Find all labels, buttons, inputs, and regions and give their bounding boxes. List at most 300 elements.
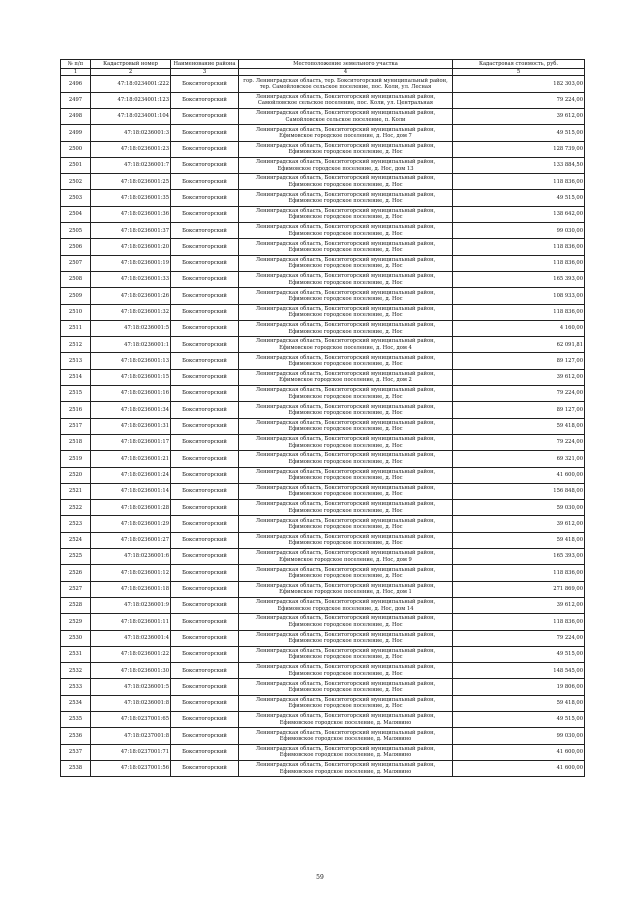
district-name-text: Бокситогорский <box>182 260 227 267</box>
cadastral-value-text: 41 600,00 <box>556 765 583 772</box>
row-number <box>61 630 91 646</box>
cadastral-value-text: 89 127,00 <box>556 406 583 413</box>
location <box>239 125 453 141</box>
district-name-text: Бокситогорский <box>182 618 227 625</box>
cadastral-value-text: 59 418,00 <box>556 537 583 544</box>
cadastral-number <box>91 353 171 369</box>
cadastral-value <box>453 190 585 206</box>
cadastral-value <box>453 581 585 597</box>
row-number <box>61 76 91 92</box>
cadastral-number-text: 47:18:0236001:20 <box>120 243 169 250</box>
location <box>239 239 453 255</box>
cadastral-number <box>91 288 171 304</box>
location-line-1: Ленинградская область, Бокситогорский муниципальный район, <box>255 582 436 589</box>
index-cell: 1 <box>61 69 91 76</box>
table-index-row <box>61 69 585 76</box>
cadastral-number <box>91 76 171 92</box>
district-name <box>171 581 239 597</box>
row-number <box>61 255 91 271</box>
row-number-text: 2500 <box>68 146 83 153</box>
cadastral-value <box>453 320 585 336</box>
district-name-text: Бокситогорский <box>182 129 227 136</box>
location-line-2: Ефимовское городское поселение, д. Нос, дом 7 <box>279 132 412 139</box>
cadastral-number <box>91 646 171 662</box>
district-name <box>171 255 239 271</box>
district-name-text: Бокситогорский <box>182 113 227 120</box>
location-line-1: Ленинградская область, Бокситогорский муниципальный район, <box>255 648 436 655</box>
district-name-text: Бокситогорский <box>182 309 227 315</box>
cadastral-number-text: 47:18:0234001:104 <box>117 113 169 120</box>
district-name <box>171 157 239 173</box>
cadastral-number <box>91 434 171 450</box>
table-row <box>61 271 585 287</box>
row-number <box>61 760 91 776</box>
table-row <box>61 320 585 336</box>
location <box>239 467 453 483</box>
district-name <box>171 434 239 450</box>
row-number <box>61 239 91 255</box>
cadastral-value <box>453 695 585 711</box>
cadastral-value-text: 133 884,50 <box>553 162 583 169</box>
cadastral-number <box>91 239 171 255</box>
cadastral-value-text: 118 836,00 <box>553 618 583 625</box>
location-line-2: Ефимовское городское поселение, д. Нос <box>288 475 403 482</box>
row-number-text: 2502 <box>68 178 83 185</box>
location-line-2: Ефимовское городское поселение, д. Малявино <box>279 735 412 742</box>
cadastral-value-text: 59 418,00 <box>556 700 583 707</box>
table-body <box>61 76 585 777</box>
location-line-2: Самойловское сельское поселение, п. Коли <box>285 116 406 123</box>
cadastral-number-text: 47:18:0237001:65 <box>120 716 169 723</box>
location-line-2: Самойловское сельское поселение, пос. Коли, ул. Центральная <box>257 100 434 107</box>
location-line-2: Ефимовское городское поселение, д. Нос <box>288 409 403 416</box>
row-number <box>61 695 91 711</box>
cadastral-number-text: 47:18:0236001:3 <box>124 129 169 136</box>
cadastral-number-text: 47:18:0236001:7 <box>124 162 169 169</box>
cadastral-number <box>91 109 171 125</box>
location <box>239 483 453 499</box>
district-name <box>171 663 239 679</box>
table-row <box>61 695 585 711</box>
row-number <box>61 337 91 353</box>
table-row <box>61 500 585 516</box>
row-number-text: 2526 <box>68 569 83 576</box>
district-name <box>171 565 239 581</box>
header-district: Наименование района <box>171 60 239 69</box>
location-line-2: Ефимовское городское поселение, д. Нос <box>288 279 403 286</box>
district-name <box>171 744 239 760</box>
location-line-2: Ефимовское городское поселение, д. Нос, дом 9 <box>279 556 412 563</box>
row-number-text: 2508 <box>68 276 83 283</box>
cadastral-value-text: 118 836,00 <box>553 243 583 250</box>
district-name <box>171 304 239 320</box>
row-number <box>61 206 91 222</box>
table-row <box>61 92 585 108</box>
row-number <box>61 353 91 369</box>
location <box>239 532 453 548</box>
location <box>239 760 453 776</box>
cadastral-value <box>453 614 585 630</box>
cadastral-number <box>91 483 171 499</box>
location <box>239 663 453 679</box>
location-line-2: Ефимовское городское поселение, д. Нос <box>288 263 403 270</box>
district-name-text: Бокситогорский <box>182 243 227 250</box>
district-name-text: Бокситогорский <box>182 765 227 772</box>
cadastral-value <box>453 467 585 483</box>
table-row <box>61 516 585 532</box>
table-row <box>61 728 585 744</box>
cadastral-value <box>453 76 585 92</box>
page-number: 59 <box>316 874 324 881</box>
location-line-1: Ленинградская область, Бокситогорский муниципальный район, <box>255 696 436 703</box>
cadastral-number <box>91 320 171 336</box>
row-number-text: 2501 <box>68 162 83 169</box>
row-number-text: 2533 <box>68 683 83 690</box>
cadastral-number-text: 47:18:0236001:13 <box>120 357 169 364</box>
cadastral-value-text: 39 612,00 <box>556 602 583 609</box>
district-name <box>171 695 239 711</box>
table-row <box>61 206 585 222</box>
cadastral-value <box>453 92 585 108</box>
cadastral-value <box>453 223 585 239</box>
location-line-2: Ефимовское городское поселение, д. Малявино <box>279 752 412 759</box>
location-line-1: Ленинградская область, Бокситогорский муниципальный район, <box>255 224 436 231</box>
cadastral-value-text: 99 030,00 <box>556 227 583 234</box>
location-line-1: Ленинградская область, Бокситогорский муниципальный район, <box>255 142 436 149</box>
district-name-text: Бокситогорский <box>182 423 227 430</box>
row-number-text: 2504 <box>68 211 83 218</box>
location-line-2: Ефимовское городское поселение, д. Малявино <box>279 719 412 726</box>
cadastral-number-text: 47:18:0236001:29 <box>120 520 169 527</box>
cadastral-number-text: 47:18:0236001:36 <box>120 211 169 218</box>
cadastral-number-text: 47:18:0236001:8 <box>124 700 169 707</box>
cadastral-number-text: 47:18:0236001:16 <box>120 390 169 397</box>
row-number-text: 2517 <box>68 423 83 430</box>
district-name <box>171 467 239 483</box>
cadastral-value <box>453 434 585 450</box>
cadastral-number <box>91 304 171 320</box>
cadastral-number-text: 47:18:0236001:6 <box>124 553 169 560</box>
cadastral-number-text: 47:18:0236001:26 <box>120 292 169 299</box>
table-row <box>61 597 585 613</box>
cadastral-number-text: 47:18:0236001:23 <box>120 146 169 153</box>
cadastral-value <box>453 679 585 695</box>
cadastral-value <box>453 402 585 418</box>
location-line-1: Ленинградская область, Бокситогорский муниципальный район, <box>255 387 436 394</box>
row-number <box>61 141 91 157</box>
location-line-2: Ефимовское городское поселение, д. Нос <box>288 687 403 694</box>
table-row <box>61 630 585 646</box>
table-row <box>61 157 585 173</box>
cadastral-number-text: 47:18:0236001:19 <box>120 260 169 267</box>
location-line-1: Ленинградская область, Бокситогорский муниципальный район, <box>255 762 436 769</box>
location-line-1: Ленинградская область, Бокситогорский муниципальный район, <box>255 452 436 459</box>
cadastral-number-text: 47:18:0237001:56 <box>120 765 169 772</box>
cadastral-number-text: 47:18:0236001:27 <box>120 537 169 544</box>
cadastral-number-text: 47:18:0237001:71 <box>120 749 169 756</box>
cadastral-number-text: 47:18:0236001:35 <box>120 194 169 201</box>
table-row <box>61 663 585 679</box>
header-cadastral-number: Кадастровый номер <box>91 60 171 69</box>
row-number-text: 2523 <box>68 520 83 527</box>
table-row <box>61 434 585 450</box>
table-row <box>61 353 585 369</box>
district-name-text: Бокситогорский <box>182 634 227 641</box>
header-number: № п/п <box>61 60 91 69</box>
cadastral-value <box>453 728 585 744</box>
location-line-2: Ефимовское городское поселение, д. Нос, дом 13 <box>277 165 414 172</box>
cadastral-value-text: 165 393,00 <box>553 553 583 560</box>
location <box>239 451 453 467</box>
index-cell: 3 <box>171 69 239 76</box>
district-name <box>171 646 239 662</box>
row-number <box>61 500 91 516</box>
location-line-2: Ефимовское городское поселение, д. Нос <box>288 507 403 514</box>
row-number <box>61 92 91 108</box>
cadastral-value <box>453 760 585 776</box>
district-name-text: Бокситогорский <box>182 325 227 332</box>
row-number <box>61 402 91 418</box>
row-number-text: 2534 <box>68 700 83 707</box>
cadastral-number <box>91 663 171 679</box>
location-line-2: Ефимовское городское поселение, д. Нос <box>288 638 403 645</box>
row-number-text: 2509 <box>68 292 83 299</box>
row-number <box>61 549 91 565</box>
cadastral-number-text: 47:18:0236001:30 <box>120 667 169 674</box>
cadastral-number <box>91 679 171 695</box>
row-number-text: 2520 <box>68 471 83 478</box>
district-name <box>171 353 239 369</box>
cadastral-value <box>453 109 585 125</box>
district-name <box>171 418 239 434</box>
location <box>239 500 453 516</box>
location <box>239 76 453 92</box>
cadastral-value <box>453 386 585 402</box>
district-name-text: Бокситогорский <box>182 488 227 495</box>
location <box>239 141 453 157</box>
location <box>239 744 453 760</box>
row-number <box>61 711 91 727</box>
table-row <box>61 451 585 467</box>
row-number-text: 2510 <box>68 309 83 315</box>
cadastral-value <box>453 369 585 385</box>
row-number <box>61 369 91 385</box>
table-row <box>61 174 585 190</box>
row-number <box>61 271 91 287</box>
cadastral-value-text: 39 612,00 <box>556 113 583 120</box>
district-name <box>171 614 239 630</box>
cadastral-value-text: 41 600,00 <box>556 471 583 478</box>
cadastral-number-text: 47:18:0236001:32 <box>120 309 169 315</box>
location <box>239 288 453 304</box>
row-number-text: 2496 <box>68 80 83 87</box>
table-row <box>61 223 585 239</box>
location-line-2: Ефимовское городское поселение, д. Нос <box>288 621 403 628</box>
cadastral-value <box>453 532 585 548</box>
location-line-2: Ефимовское городское поселение, д. Нос, дом 14 <box>277 605 414 612</box>
table-row <box>61 532 585 548</box>
location <box>239 418 453 434</box>
row-number-text: 2513 <box>68 357 83 364</box>
location-line-1: Ленинградская область, Бокситогорский муниципальный район, <box>255 468 436 475</box>
location <box>239 630 453 646</box>
cadastral-number-text: 47:18:0236001:4 <box>124 634 169 641</box>
cadastral-number <box>91 467 171 483</box>
location-line-2: Ефимовское городское поселение, д. Нос <box>288 442 403 449</box>
table-row <box>61 565 585 581</box>
table-row <box>61 581 585 597</box>
row-number <box>61 646 91 662</box>
district-name-text: Бокситогорский <box>182 537 227 544</box>
table-row <box>61 483 585 499</box>
cadastral-value <box>453 500 585 516</box>
cadastral-number <box>91 597 171 613</box>
cadastral-value-text: 118 836,00 <box>553 309 583 315</box>
cadastral-number-text: 47:18:0236001:31 <box>120 423 169 430</box>
table-row <box>61 76 585 92</box>
cadastral-value-text: 69 321,00 <box>556 455 583 462</box>
row-number <box>61 597 91 613</box>
cadastral-number-text: 47:18:0236001:11 <box>120 618 169 625</box>
cadastral-value-text: 59 030,00 <box>556 504 583 511</box>
location-line-1: Ленинградская область, Бокситогорский муниципальный район, <box>255 354 436 361</box>
cadastral-number-text: 47:18:0236001:37 <box>120 227 169 234</box>
row-number-text: 2527 <box>68 586 83 593</box>
location-line-1: Ленинградская область, Бокситогорский муниципальный район, <box>255 550 436 557</box>
district-name-text: Бокситогорский <box>182 211 227 218</box>
location-line-1: гор. Ленинградская область, тер. Бокситогорский муниципальный район, <box>243 77 448 84</box>
row-number <box>61 581 91 597</box>
cadastral-number <box>91 711 171 727</box>
cadastral-number-text: 47:18:0236001:24 <box>120 471 169 478</box>
district-name <box>171 76 239 92</box>
cadastral-number <box>91 581 171 597</box>
district-name-text: Бокситогорский <box>182 227 227 234</box>
district-name <box>171 141 239 157</box>
cadastral-number-text: 47:18:0236001:18 <box>120 586 169 593</box>
location-line-1: Ленинградская область, Бокситогорский муниципальный район, <box>255 745 436 752</box>
location-line-1: Ленинградская область, Бокситогорский муниципальный район, <box>255 322 436 329</box>
row-number <box>61 386 91 402</box>
location-line-2: Ефимовское городское поселение, д. Нос, дом 1 <box>279 589 412 596</box>
row-number-text: 2506 <box>68 243 83 250</box>
location <box>239 516 453 532</box>
district-name-text: Бокситогорский <box>182 732 227 739</box>
cadastral-value-text: 118 836,00 <box>553 178 583 185</box>
location-line-1: Ленинградская область, Бокситогорский муниципальный район, <box>255 713 436 720</box>
district-name-text: Бокситогорский <box>182 439 227 446</box>
district-name-text: Бокситогорский <box>182 194 227 201</box>
location-line-2: Ефимовское городское поселение, д. Нос <box>288 540 403 547</box>
location-line-1: Ленинградская область, Бокситогорский муниципальный район, <box>255 729 436 736</box>
table-row <box>61 760 585 776</box>
location-line-1: Ленинградская область, Бокситогорский муниципальный район, <box>255 256 436 263</box>
cadastral-value-text: 49 515,00 <box>556 651 583 658</box>
district-name <box>171 402 239 418</box>
row-number <box>61 728 91 744</box>
row-number-text: 2531 <box>68 651 83 658</box>
cadastral-number-text: 47:18:0236001:25 <box>120 178 169 185</box>
location-line-2: Ефимовское городское поселение, д. Нос <box>288 328 403 335</box>
row-number <box>61 532 91 548</box>
table-row <box>61 467 585 483</box>
row-number-text: 2519 <box>68 455 83 462</box>
index-cell: 4 <box>239 69 453 76</box>
location-line-2: Ефимовское городское поселение, д. Нос <box>288 247 403 254</box>
district-name-text: Бокситогорский <box>182 504 227 511</box>
row-number <box>61 157 91 173</box>
cadastral-value-text: 79 224,00 <box>556 634 583 641</box>
district-name <box>171 516 239 532</box>
district-name <box>171 320 239 336</box>
table-row <box>61 744 585 760</box>
cadastral-value-text: 99 030,00 <box>556 732 583 739</box>
table-row <box>61 549 585 565</box>
district-name <box>171 549 239 565</box>
district-name <box>171 386 239 402</box>
row-number <box>61 320 91 336</box>
table-row <box>61 646 585 662</box>
cadastral-value <box>453 174 585 190</box>
district-name-text: Бокситогорский <box>182 178 227 185</box>
location-line-1: Ленинградская область, Бокситогорский муниципальный район, <box>255 159 436 166</box>
cadastral-value <box>453 744 585 760</box>
cadastral-value-text: 156 848,00 <box>553 488 583 495</box>
cadastral-value-text: 128 739,00 <box>553 146 583 153</box>
district-name-text: Бокситогорский <box>182 716 227 723</box>
district-name-text: Бокситогорский <box>182 374 227 381</box>
location-line-1: Ленинградская область, Бокситогорский муниципальный район, <box>255 533 436 540</box>
cadastral-number <box>91 728 171 744</box>
row-number <box>61 744 91 760</box>
row-number-text: 2511 <box>68 325 83 332</box>
header-location: Местоположение земельного участка <box>239 60 453 69</box>
cadastral-number <box>91 386 171 402</box>
row-number <box>61 614 91 630</box>
district-name <box>171 532 239 548</box>
table-row <box>61 304 585 320</box>
district-name <box>171 728 239 744</box>
location-line-2: Ефимовское городское поселение, д. Малявино <box>279 768 412 775</box>
cadastral-value-text: 39 612,00 <box>556 520 583 527</box>
cadastral-number <box>91 157 171 173</box>
location-line-1: Ленинградская область, Бокситогорский муниципальный район, <box>255 599 436 606</box>
cadastral-value <box>453 663 585 679</box>
cadastral-value-text: 49 515,00 <box>556 194 583 201</box>
district-name-text: Бокситогорский <box>182 162 227 169</box>
location <box>239 581 453 597</box>
cadastral-value-text: 165 393,00 <box>553 276 583 283</box>
row-number <box>61 125 91 141</box>
cadastral-value <box>453 353 585 369</box>
table-row <box>61 614 585 630</box>
cadastral-value-text: 41 600,00 <box>556 749 583 756</box>
location-line-1: Ленинградская область, Бокситогорский муниципальный район, <box>255 175 436 182</box>
cadastral-value <box>453 565 585 581</box>
cadastral-number <box>91 174 171 190</box>
cadastral-number <box>91 451 171 467</box>
cadastral-number <box>91 255 171 271</box>
district-name <box>171 711 239 727</box>
location <box>239 353 453 369</box>
location-line-1: Ленинградская область, Бокситогорский муниципальный район, <box>255 273 436 280</box>
location-line-1: Ленинградская область, Бокситогорский муниципальный район, <box>255 191 436 198</box>
cadastral-number-text: 47:18:0236001:15 <box>120 374 169 381</box>
cadastral-number <box>91 695 171 711</box>
cadastral-value <box>453 549 585 565</box>
district-name-text: Бокситогорский <box>182 390 227 397</box>
table-row <box>61 190 585 206</box>
